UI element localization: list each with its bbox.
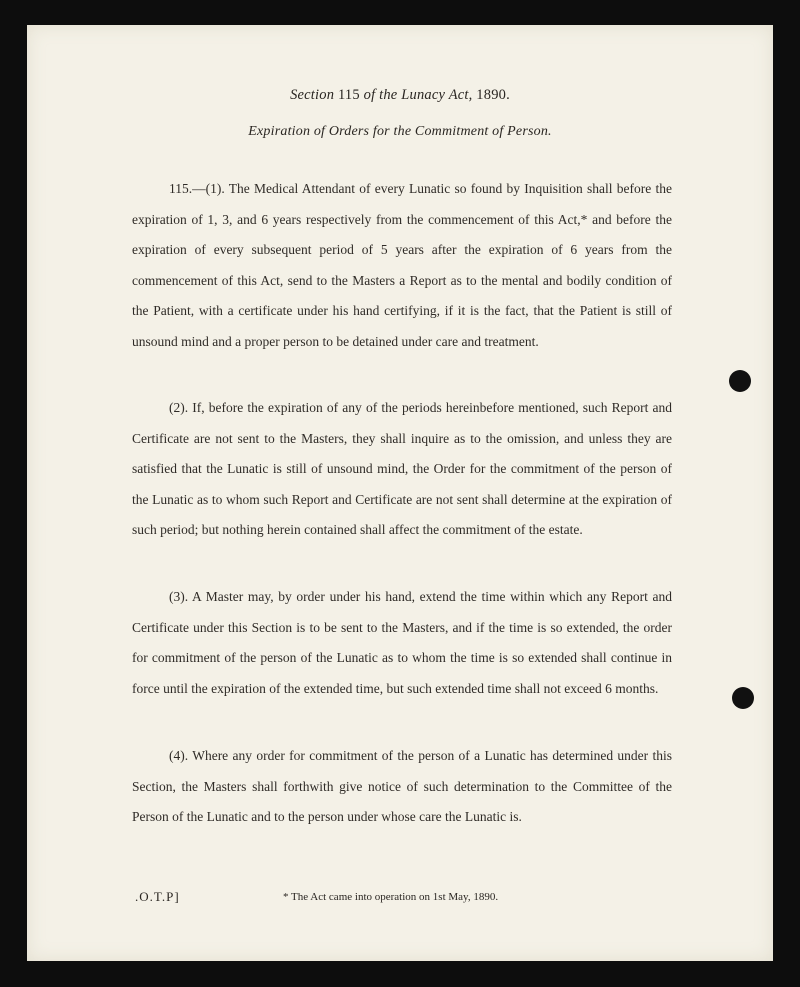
document-page: [27, 25, 773, 961]
paragraph-3: (3). A Master may, by order under his hand, extend the time within which any Report and Certificate under this Section is to be sent to the Masters, and if the time is so extended, the order for commitment of the person of the Lunatic as to whom the time is so extended shall continue in force until the expiration of the extended time, but such extended time shall not exceed 6 months.: [132, 589, 672, 696]
section-subheading: Expiration of Orders for the Commitment of Person.: [248, 124, 552, 139]
punch-hole: [729, 370, 751, 392]
section-heading-number: 115: [337, 87, 360, 103]
paragraph-1: 115.—(1). The Medical Attendant of every Lunatic so found by Inquisition shall before the expiration of 1, 3, and 6 years respectively from the commencement of this Act,* and before the expiration of every subsequent period of 5 years after the expiration of 6 years from the commencement of this Act, send to the Masters a Report as to the mental and bodily condition of the Patient, with a certificate under his hand certifying, if it is the fact, that the Patient is still of unsound mind and a proper person to be detained under care and treatment.: [132, 181, 672, 349]
section-heading-prefix: Section: [290, 87, 335, 103]
paragraph-2: (2). If, before the expiration of any of the periods hereinbefore mentioned, such Report and Certificate are not sent to the Masters, they shall inquire as to the omission, and unless they are satisfied that the Lunatic is still of unsound mind, the Order for the commitment of the person of the Lunatic as to whom such Report and Certificate are not sent shall determine at the expiration of such period; but nothing herein contained shall affect the commitment of the estate.: [132, 400, 672, 537]
section-heading-year: 1890.: [476, 87, 510, 103]
punch-hole: [732, 687, 754, 709]
page-turn-marker: .O.T.P]: [135, 889, 180, 904]
footnote: * The Act came into operation on 1st May, 1890.: [283, 891, 499, 903]
paragraph-4: (4). Where any order for commitment of the person of a Lunatic has determined under this Section, the Masters shall forthwith give notice of such determination to the Committee of the Person of the Lunatic and to the person under whose care the Lunatic is.: [132, 748, 672, 824]
section-heading: [27, 87, 773, 104]
section-heading-middle: of the Lunacy Act,: [363, 87, 473, 103]
